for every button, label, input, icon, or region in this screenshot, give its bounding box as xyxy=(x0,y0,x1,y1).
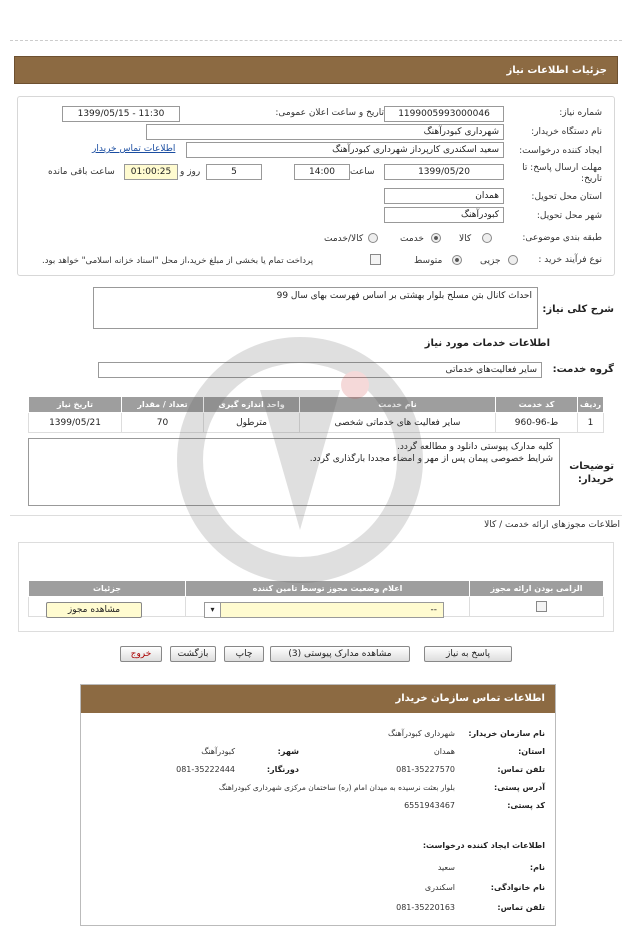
days-label: روز و xyxy=(180,167,201,177)
deadline-label: مهلت ارسال پاسخ: تا تاریخ: xyxy=(522,163,602,184)
buyer-notes-textarea[interactable] xyxy=(28,438,560,506)
radio-medium-label: متوسط xyxy=(414,256,443,266)
contact-card xyxy=(80,684,556,926)
days-field[interactable]: 5 xyxy=(206,164,262,180)
address-label: آدرس پستی: xyxy=(494,783,545,792)
creator-label: ایجاد کننده درخواست: xyxy=(519,146,602,156)
reply-button[interactable]: پاسخ به نیاز xyxy=(424,646,512,662)
page-title: جزئیات اطلاعات نیاز xyxy=(506,65,607,76)
treasury-checkbox[interactable] xyxy=(370,254,381,265)
divider xyxy=(10,515,622,516)
view-documents-button[interactable]: مشاهده مدارک پیوستی (3) xyxy=(270,646,410,662)
services-title: اطلاعات خدمات مورد نیاز xyxy=(424,338,550,349)
creator-info-title: اطلاعات ایجاد کننده درخواست: xyxy=(422,841,545,850)
permits-title: اطلاعات مجوزهای ارائه خدمت / کالا xyxy=(484,520,620,530)
radio-medium[interactable] xyxy=(452,255,462,265)
th-row: ردیف xyxy=(578,397,604,413)
cell-unit: مترطول xyxy=(204,413,300,433)
deadline-date-field[interactable]: 1399/05/20 xyxy=(384,164,504,180)
th-permit-status: اعلام وضعیت مجوز توسط تامین کننده xyxy=(186,581,470,597)
name-label: نام: xyxy=(529,863,545,872)
time-label: ساعت xyxy=(350,167,375,177)
cell-name: سایر فعالیت های خدماتی شخصی xyxy=(300,413,496,433)
cell-date: 1399/05/21 xyxy=(29,413,122,433)
view-permit-button[interactable]: مشاهده مجوز xyxy=(46,602,142,618)
city-label: شهر محل تحویل: xyxy=(536,211,602,221)
contact-card-header xyxy=(81,685,555,713)
cell-code: ط-96-960 xyxy=(496,413,578,433)
province-field[interactable]: همدان xyxy=(384,188,504,204)
remaining-time-field[interactable]: 01:00:25 xyxy=(124,164,178,180)
buyer-contact-link[interactable]: اطلاعات تماس خریدار xyxy=(92,144,176,154)
postal-code-label: کد پستی: xyxy=(507,801,545,810)
province-contact-value: همدان xyxy=(433,747,455,756)
payment-note: پرداخت تمام یا بخشی از مبلغ خرید،از محل "اسناد خزانه اسلامی" خواهد بود. xyxy=(42,256,314,266)
need-number-label: شماره نیاز: xyxy=(559,108,602,118)
creator-field[interactable]: سعید اسکندری کارپرداز شهرداری کبودرآهنگ xyxy=(186,142,504,158)
table-row[interactable] xyxy=(29,413,604,433)
back-button[interactable]: بازگشت xyxy=(170,646,216,662)
buyer-notes-label: توضیحات خریدار: xyxy=(569,461,614,485)
th-code: کد خدمت xyxy=(496,397,578,413)
th-qty: تعداد / مقدار xyxy=(122,397,204,413)
th-permit-required: الزامی بودن ارائه مجوز xyxy=(470,581,604,597)
top-divider xyxy=(10,40,622,41)
summary-text: احداث کانال بتن مسلح بلوار بهشتی بر اساس فهرست بهای سال 99 xyxy=(276,291,532,301)
process-label: نوع فرآیند خرید : xyxy=(538,255,602,265)
category-label: طبقه بندی موضوعی: xyxy=(522,233,602,243)
print-button[interactable]: چاپ xyxy=(224,646,264,662)
page-header xyxy=(14,56,618,84)
radio-service-label: خدمت xyxy=(400,234,424,244)
chevron-down-icon: ▾ xyxy=(205,603,221,617)
postal-code-value: 6551943467 xyxy=(404,801,455,810)
city-field[interactable]: کبودرآهنگ xyxy=(384,207,504,223)
summary-label: شرح کلی نیاز: xyxy=(542,304,614,315)
exit-button[interactable]: خروج xyxy=(120,646,162,662)
radio-service[interactable] xyxy=(431,233,441,243)
announce-field[interactable]: 1399/05/15 - 11:30 xyxy=(62,106,180,122)
buyer-field[interactable]: شهرداری کبودرآهنگ xyxy=(146,124,504,140)
address-value: بلوار بعثت نرسیده به میدان امام (ره) ساختمان مرکزی شهرداری کبودراهنگ xyxy=(218,783,455,792)
cell-qty: 70 xyxy=(122,413,204,433)
name-value: سعید xyxy=(437,863,455,872)
radio-goods-service-label: کالا/خدمت xyxy=(324,234,364,244)
remaining-label: ساعت باقی مانده xyxy=(48,167,115,177)
radio-partial-label: جزیی xyxy=(480,256,501,266)
permit-status-select[interactable] xyxy=(204,602,444,618)
notes-line-1: کلیه مدارک پیوستی دانلود و مطالعه گردد. xyxy=(396,442,553,452)
org-label: نام سازمان خریدار: xyxy=(468,729,545,738)
cell-row: 1 xyxy=(578,413,604,433)
radio-goods-service[interactable] xyxy=(368,233,378,243)
summary-textarea[interactable] xyxy=(93,287,538,329)
radio-goods[interactable] xyxy=(482,233,492,243)
announce-label: تاریخ و ساعت اعلان عمومی: xyxy=(275,108,384,118)
permits-header-row xyxy=(29,581,604,597)
family-value: اسکندری xyxy=(424,883,455,892)
table-header-row xyxy=(29,397,604,413)
th-permit-details: جزئیات xyxy=(29,581,186,597)
buyer-label: نام دستگاه خریدار: xyxy=(531,127,602,137)
need-number-field[interactable]: 1199005993000046 xyxy=(384,106,504,122)
creator-tel-value: 081-35220163 xyxy=(396,903,455,912)
deadline-time-field[interactable]: 14:00 xyxy=(294,164,350,180)
fax-label: دورنگار: xyxy=(266,765,299,774)
permit-required-checkbox[interactable] xyxy=(536,601,547,612)
city-contact-label: شهر: xyxy=(277,747,299,756)
tel-label: تلفن تماس: xyxy=(497,765,545,774)
notes-line-2: شرایط خصوصی پیمان پس از مهر و امضاء مجددا بارگذاری گردد. xyxy=(309,454,553,464)
creator-tel-label: تلفن تماس: xyxy=(497,903,545,912)
city-contact-value: کبودرآهنگ xyxy=(201,747,235,756)
service-group-label: گروه خدمت: xyxy=(552,364,614,375)
province-contact-label: استان: xyxy=(518,747,545,756)
radio-partial[interactable] xyxy=(508,255,518,265)
contact-card-title: اطلاعات تماس سازمان خریدار xyxy=(395,693,545,704)
service-group-field[interactable]: سایر فعالیت‌های خدماتی xyxy=(98,362,542,378)
th-name: نام خدمت xyxy=(300,397,496,413)
radio-goods-label: کالا xyxy=(459,234,472,244)
need-info-panel xyxy=(17,96,615,276)
permit-select-value: -- xyxy=(430,605,437,615)
th-date: تاریخ نیاز xyxy=(29,397,122,413)
province-label: استان محل تحویل: xyxy=(531,192,602,202)
th-unit: واحد اندازه گیری xyxy=(204,397,300,413)
org-value: شهرداری کبودرآهنگ xyxy=(387,729,455,738)
family-label: نام خانوادگی: xyxy=(490,883,545,892)
tel-value: 081-35227570 xyxy=(396,765,455,774)
services-table xyxy=(28,396,604,433)
fax-value: 081-35222444 xyxy=(176,765,235,774)
